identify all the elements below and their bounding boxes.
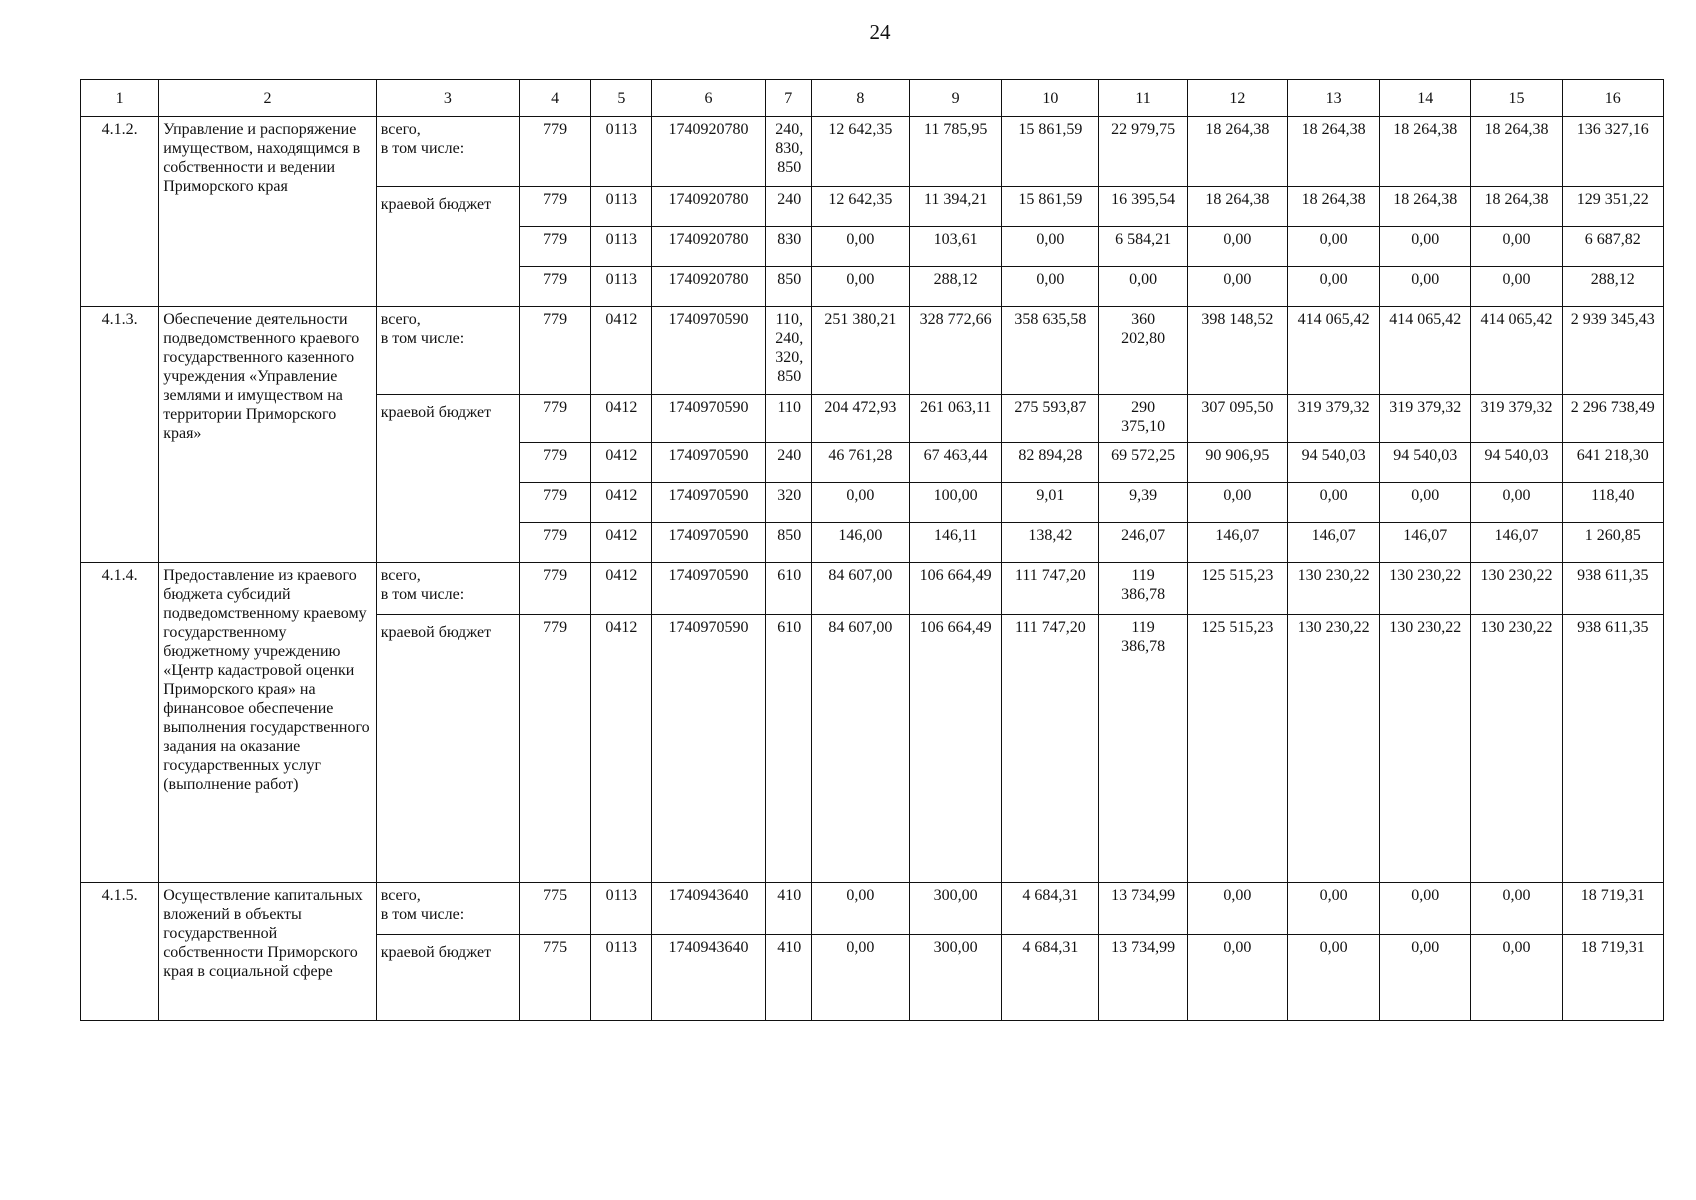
amount-col-15: 94 540,03 (1471, 443, 1562, 483)
amount-col-14: 0,00 (1380, 935, 1471, 1021)
amount-col-15: 0,00 (1471, 227, 1562, 267)
amount-col-10: 0,00 (1002, 227, 1099, 267)
amount-col-9: 261 063,11 (910, 395, 1002, 443)
amount-col-13: 0,00 (1287, 483, 1379, 523)
expense-type-code: 850 (765, 523, 811, 563)
expense-type-code: 830 (765, 227, 811, 267)
amount-col-13: 130 230,22 (1287, 615, 1379, 883)
amount-col-8: 0,00 (811, 227, 909, 267)
amount-col-13: 319 379,32 (1287, 395, 1379, 443)
amount-col-16: 136 327,16 (1562, 117, 1663, 187)
target-article-code: 1740970590 (652, 307, 765, 395)
table-header (81, 80, 1664, 117)
target-article-code: 1740970590 (652, 523, 765, 563)
amount-col-11: 119 386,78 (1099, 563, 1187, 615)
section-code: 0113 (591, 883, 652, 935)
amount-col-14: 146,07 (1380, 523, 1471, 563)
column-header-4: 4 (520, 80, 591, 117)
funding-source-label: краевой бюджет (376, 395, 519, 563)
target-article-code: 1740970590 (652, 563, 765, 615)
column-header-5: 5 (591, 80, 652, 117)
target-article-code: 1740920780 (652, 187, 765, 227)
amount-col-14: 0,00 (1380, 267, 1471, 307)
amount-col-10: 111 747,20 (1002, 615, 1099, 883)
column-header-16: 16 (1562, 80, 1663, 117)
amount-col-14: 0,00 (1380, 883, 1471, 935)
amount-col-12: 0,00 (1187, 267, 1287, 307)
column-header-10: 10 (1002, 80, 1099, 117)
expense-type-code: 850 (765, 267, 811, 307)
ministry-code: 779 (520, 395, 591, 443)
amount-col-9: 300,00 (910, 883, 1002, 935)
section-code: 0412 (591, 615, 652, 883)
item-name: Управление и распоряжение имуществом, находящимся в собственности и ведении Приморского края (159, 117, 377, 307)
amount-col-11: 69 572,25 (1099, 443, 1187, 483)
ministry-code: 779 (520, 523, 591, 563)
amount-col-14: 130 230,22 (1380, 563, 1471, 615)
amount-col-8: 0,00 (811, 483, 909, 523)
amount-col-16: 938 611,35 (1562, 563, 1663, 615)
amount-col-8: 46 761,28 (811, 443, 909, 483)
column-header-11: 11 (1099, 80, 1187, 117)
column-header-3: 3 (376, 80, 519, 117)
amount-col-9: 100,00 (910, 483, 1002, 523)
expense-type-code: 320 (765, 483, 811, 523)
amount-col-11: 0,00 (1099, 267, 1187, 307)
ministry-code: 779 (520, 117, 591, 187)
amount-col-10: 9,01 (1002, 483, 1099, 523)
amount-col-16: 18 719,31 (1562, 883, 1663, 935)
amount-col-11: 9,39 (1099, 483, 1187, 523)
amount-col-15: 18 264,38 (1471, 117, 1562, 187)
column-header-1: 1 (81, 80, 159, 117)
funding-total-label: всего, в том числе: (376, 563, 519, 615)
amount-col-10: 358 635,58 (1002, 307, 1099, 395)
item-name: Обеспечение деятельности подведомственного краевого государственного казенного учреждения «Управление землями и имуществом на территории Приморского края» (159, 307, 377, 563)
amount-col-14: 0,00 (1380, 227, 1471, 267)
budget-table (80, 79, 1664, 1021)
amount-col-10: 275 593,87 (1002, 395, 1099, 443)
amount-col-9: 103,61 (910, 227, 1002, 267)
amount-col-12: 0,00 (1187, 935, 1287, 1021)
amount-col-13: 0,00 (1287, 935, 1379, 1021)
column-header-6: 6 (652, 80, 765, 117)
amount-col-16: 118,40 (1562, 483, 1663, 523)
amount-col-16: 18 719,31 (1562, 935, 1663, 1021)
amount-col-8: 146,00 (811, 523, 909, 563)
amount-col-11: 119 386,78 (1099, 615, 1187, 883)
amount-col-12: 125 515,23 (1187, 615, 1287, 883)
expense-type-code: 410 (765, 935, 811, 1021)
ministry-code: 779 (520, 563, 591, 615)
ministry-code: 779 (520, 443, 591, 483)
amount-col-15: 130 230,22 (1471, 615, 1562, 883)
amount-col-14: 319 379,32 (1380, 395, 1471, 443)
amount-col-15: 130 230,22 (1471, 563, 1562, 615)
target-article-code: 1740970590 (652, 615, 765, 883)
amount-col-13: 94 540,03 (1287, 443, 1379, 483)
target-article-code: 1740920780 (652, 227, 765, 267)
amount-col-13: 146,07 (1287, 523, 1379, 563)
expense-type-code: 240 (765, 187, 811, 227)
expense-type-code: 110, 240, 320, 850 (765, 307, 811, 395)
amount-col-15: 414 065,42 (1471, 307, 1562, 395)
amount-col-12: 146,07 (1187, 523, 1287, 563)
amount-col-11: 246,07 (1099, 523, 1187, 563)
funding-total-label: всего, в том числе: (376, 117, 519, 187)
amount-col-9: 328 772,66 (910, 307, 1002, 395)
amount-col-10: 4 684,31 (1002, 883, 1099, 935)
amount-col-9: 288,12 (910, 267, 1002, 307)
amount-col-15: 146,07 (1471, 523, 1562, 563)
expense-type-code: 240, 830, 850 (765, 117, 811, 187)
amount-col-11: 13 734,99 (1099, 935, 1187, 1021)
amount-col-14: 18 264,38 (1380, 187, 1471, 227)
item-code: 4.1.4. (81, 563, 159, 883)
amount-col-8: 12 642,35 (811, 117, 909, 187)
amount-col-11: 22 979,75 (1099, 117, 1187, 187)
funding-source-label: краевой бюджет (376, 187, 519, 307)
target-article-code: 1740970590 (652, 395, 765, 443)
amount-col-8: 204 472,93 (811, 395, 909, 443)
column-header-2: 2 (159, 80, 377, 117)
amount-col-12: 90 906,95 (1187, 443, 1287, 483)
item-code: 4.1.2. (81, 117, 159, 307)
amount-col-9: 146,11 (910, 523, 1002, 563)
expense-type-code: 110 (765, 395, 811, 443)
amount-col-14: 94 540,03 (1380, 443, 1471, 483)
amount-col-16: 129 351,22 (1562, 187, 1663, 227)
amount-col-16: 1 260,85 (1562, 523, 1663, 563)
amount-col-9: 11 394,21 (910, 187, 1002, 227)
amount-col-15: 0,00 (1471, 483, 1562, 523)
ministry-code: 775 (520, 883, 591, 935)
section-code: 0412 (591, 563, 652, 615)
amount-col-8: 12 642,35 (811, 187, 909, 227)
amount-col-13: 130 230,22 (1287, 563, 1379, 615)
amount-col-10: 4 684,31 (1002, 935, 1099, 1021)
amount-col-9: 67 463,44 (910, 443, 1002, 483)
amount-col-8: 0,00 (811, 935, 909, 1021)
table-row (81, 563, 1664, 615)
amount-col-11: 16 395,54 (1099, 187, 1187, 227)
ministry-code: 779 (520, 227, 591, 267)
section-code: 0412 (591, 483, 652, 523)
amount-col-11: 290 375,10 (1099, 395, 1187, 443)
amount-col-16: 641 218,30 (1562, 443, 1663, 483)
item-code: 4.1.5. (81, 883, 159, 1021)
section-code: 0113 (591, 117, 652, 187)
page-number: 24 (869, 20, 891, 44)
amount-col-12: 18 264,38 (1187, 117, 1287, 187)
amount-col-12: 0,00 (1187, 483, 1287, 523)
item-name: Осуществление капитальных вложений в объекты государственной собственности Приморского края в социальной сфере (159, 883, 377, 1021)
table-row (81, 883, 1664, 935)
amount-col-12: 125 515,23 (1187, 563, 1287, 615)
amount-col-12: 18 264,38 (1187, 187, 1287, 227)
amount-col-16: 2 939 345,43 (1562, 307, 1663, 395)
amount-col-9: 300,00 (910, 935, 1002, 1021)
amount-col-15: 0,00 (1471, 935, 1562, 1021)
amount-col-13: 0,00 (1287, 227, 1379, 267)
amount-col-16: 288,12 (1562, 267, 1663, 307)
target-article-code: 1740920780 (652, 267, 765, 307)
amount-col-8: 0,00 (811, 883, 909, 935)
amount-col-8: 84 607,00 (811, 615, 909, 883)
target-article-code: 1740943640 (652, 935, 765, 1021)
amount-col-16: 2 296 738,49 (1562, 395, 1663, 443)
expense-type-code: 610 (765, 615, 811, 883)
amount-col-15: 319 379,32 (1471, 395, 1562, 443)
amount-col-11: 13 734,99 (1099, 883, 1187, 935)
ministry-code: 779 (520, 187, 591, 227)
amount-col-15: 0,00 (1471, 267, 1562, 307)
amount-col-13: 0,00 (1287, 267, 1379, 307)
column-header-14: 14 (1380, 80, 1471, 117)
item-name: Предоставление из краевого бюджета субсидий подведомственному краевому государственному бюджетному учреждению «Центр кадастровой оценки Приморского края» на финансовое обеспечение выполнения государственного задания на оказание государственных услуг (выполнение работ) (159, 563, 377, 883)
ministry-code: 779 (520, 267, 591, 307)
column-header-7: 7 (765, 80, 811, 117)
amount-col-11: 360 202,80 (1099, 307, 1187, 395)
amount-col-13: 18 264,38 (1287, 117, 1379, 187)
ministry-code: 779 (520, 483, 591, 523)
expense-type-code: 410 (765, 883, 811, 935)
column-header-13: 13 (1287, 80, 1379, 117)
amount-col-8: 251 380,21 (811, 307, 909, 395)
section-code: 0412 (591, 395, 652, 443)
expense-type-code: 240 (765, 443, 811, 483)
table-body (81, 117, 1664, 1021)
column-header-15: 15 (1471, 80, 1562, 117)
amount-col-10: 15 861,59 (1002, 187, 1099, 227)
ministry-code: 779 (520, 307, 591, 395)
funding-total-label: всего, в том числе: (376, 307, 519, 395)
table-row (81, 117, 1664, 187)
section-code: 0113 (591, 227, 652, 267)
amount-col-10: 111 747,20 (1002, 563, 1099, 615)
amount-col-9: 106 664,49 (910, 615, 1002, 883)
funding-source-label: краевой бюджет (376, 615, 519, 883)
expense-type-code: 610 (765, 563, 811, 615)
amount-col-13: 0,00 (1287, 883, 1379, 935)
section-code: 0412 (591, 443, 652, 483)
amount-col-10: 82 894,28 (1002, 443, 1099, 483)
amount-col-13: 414 065,42 (1287, 307, 1379, 395)
amount-col-11: 6 584,21 (1099, 227, 1187, 267)
column-header-9: 9 (910, 80, 1002, 117)
amount-col-16: 938 611,35 (1562, 615, 1663, 883)
amount-col-8: 84 607,00 (811, 563, 909, 615)
amount-col-12: 307 095,50 (1187, 395, 1287, 443)
funding-source-label: краевой бюджет (376, 935, 519, 1021)
amount-col-14: 0,00 (1380, 483, 1471, 523)
amount-col-16: 6 687,82 (1562, 227, 1663, 267)
amount-col-12: 398 148,52 (1187, 307, 1287, 395)
amount-col-10: 138,42 (1002, 523, 1099, 563)
ministry-code: 779 (520, 615, 591, 883)
target-article-code: 1740970590 (652, 443, 765, 483)
amount-col-15: 18 264,38 (1471, 187, 1562, 227)
amount-col-10: 0,00 (1002, 267, 1099, 307)
amount-col-15: 0,00 (1471, 883, 1562, 935)
amount-col-12: 0,00 (1187, 883, 1287, 935)
column-header-8: 8 (811, 80, 909, 117)
amount-col-13: 18 264,38 (1287, 187, 1379, 227)
target-article-code: 1740943640 (652, 883, 765, 935)
column-header-12: 12 (1187, 80, 1287, 117)
amount-col-10: 15 861,59 (1002, 117, 1099, 187)
amount-col-14: 130 230,22 (1380, 615, 1471, 883)
amount-col-8: 0,00 (811, 267, 909, 307)
section-code: 0113 (591, 187, 652, 227)
ministry-code: 775 (520, 935, 591, 1021)
amount-col-14: 414 065,42 (1380, 307, 1471, 395)
amount-col-14: 18 264,38 (1380, 117, 1471, 187)
section-code: 0113 (591, 267, 652, 307)
amount-col-12: 0,00 (1187, 227, 1287, 267)
table-row (81, 307, 1664, 395)
section-code: 0113 (591, 935, 652, 1021)
section-code: 0412 (591, 523, 652, 563)
amount-col-9: 11 785,95 (910, 117, 1002, 187)
amount-col-9: 106 664,49 (910, 563, 1002, 615)
section-code: 0412 (591, 307, 652, 395)
funding-total-label: всего, в том числе: (376, 883, 519, 935)
item-code: 4.1.3. (81, 307, 159, 563)
target-article-code: 1740920780 (652, 117, 765, 187)
target-article-code: 1740970590 (652, 483, 765, 523)
